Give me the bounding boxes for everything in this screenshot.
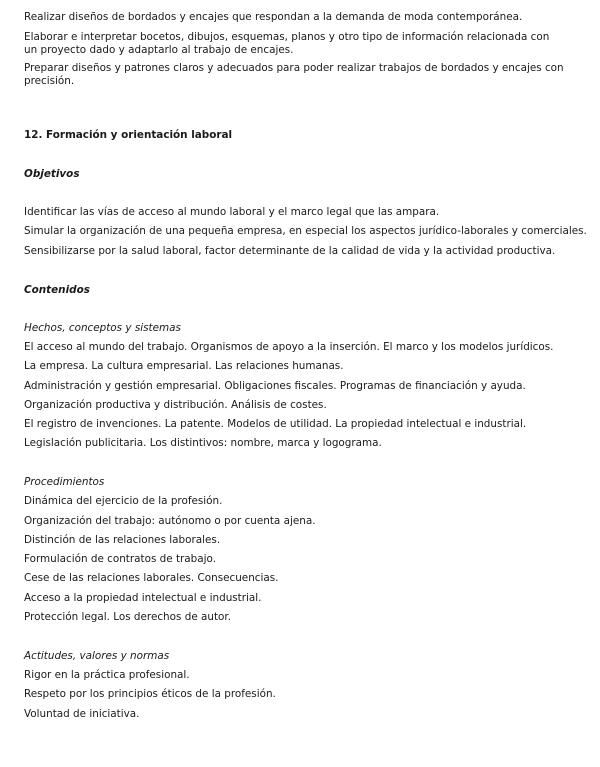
procedimiento-item: Cese de las relaciones laborales. Consecuencias. [24, 572, 279, 584]
objetivo-item: Identificar las vías de acceso al mundo laboral y el marco legal que las ampara. [24, 206, 440, 218]
actitud-item: Voluntad de iniciativa. [24, 708, 140, 720]
procedimiento-item: Distinción de las relaciones laborales. [24, 534, 221, 546]
actitud-item: Respeto por los principios éticos de la profesión. [24, 688, 276, 700]
procedimiento-item: Organización del trabajo: autónomo o por cuenta ajena. [24, 515, 316, 527]
procedimiento-item: Protección legal. Los derechos de autor. [24, 611, 232, 623]
section-title: 12. Formación y orientación laboral [24, 129, 233, 141]
hechos-item: Administración y gestión empresarial. Obligaciones fiscales. Programas de financiación y ayuda. [24, 380, 526, 392]
hechos-item: La empresa. La cultura empresarial. Las relaciones humanas. [24, 360, 344, 372]
actitudes-heading: Actitudes, valores y normas [24, 650, 170, 662]
procedimiento-item: Acceso a la propiedad intelectual e industrial. [24, 592, 262, 604]
intro-paragraph: Preparar diseños y patrones claros y adecuados para poder realizar trabajos de bordados y encajes con precisión. [24, 62, 564, 87]
hechos-item: Organización productiva y distribución. Análisis de costes. [24, 399, 327, 411]
objetivo-item: Sensibilizarse por la salud laboral, factor determinante de la calidad de vida y la actividad productiva. [24, 245, 556, 257]
intro-paragraph: Realizar diseños de bordados y encajes que respondan a la demanda de moda contemporánea. [24, 11, 523, 23]
procedimiento-item: Formulación de contratos de trabajo. [24, 553, 216, 565]
objetivos-heading: Objetivos [24, 168, 80, 180]
actitud-item: Rigor en la práctica profesional. [24, 669, 190, 681]
procedimientos-heading: Procedimientos [24, 476, 105, 488]
contenidos-heading: Contenidos [24, 284, 90, 296]
procedimiento-item: Dinámica del ejercicio de la profesión. [24, 495, 223, 507]
objetivo-item: Simular la organización de una pequeña empresa, en especial los aspectos jurídico-laborales y comerciales. [24, 225, 587, 237]
hechos-item: El acceso al mundo del trabajo. Organismos de apoyo a la inserción. El marco y los modelos jurídicos. [24, 341, 554, 353]
hechos-item: Legislación publicitaria. Los distintivos: nombre, marca y logograma. [24, 437, 382, 449]
intro-paragraph: Elaborar e interpretar bocetos, dibujos, esquemas, planos y otro tipo de información relacionada con un proyecto dado y adaptarlo al trabajo de encajes. [24, 31, 550, 56]
hechos-item: El registro de invenciones. La patente. Modelos de utilidad. La propiedad intelectual e industrial. [24, 418, 527, 430]
hechos-heading: Hechos, conceptos y sistemas [24, 322, 181, 334]
